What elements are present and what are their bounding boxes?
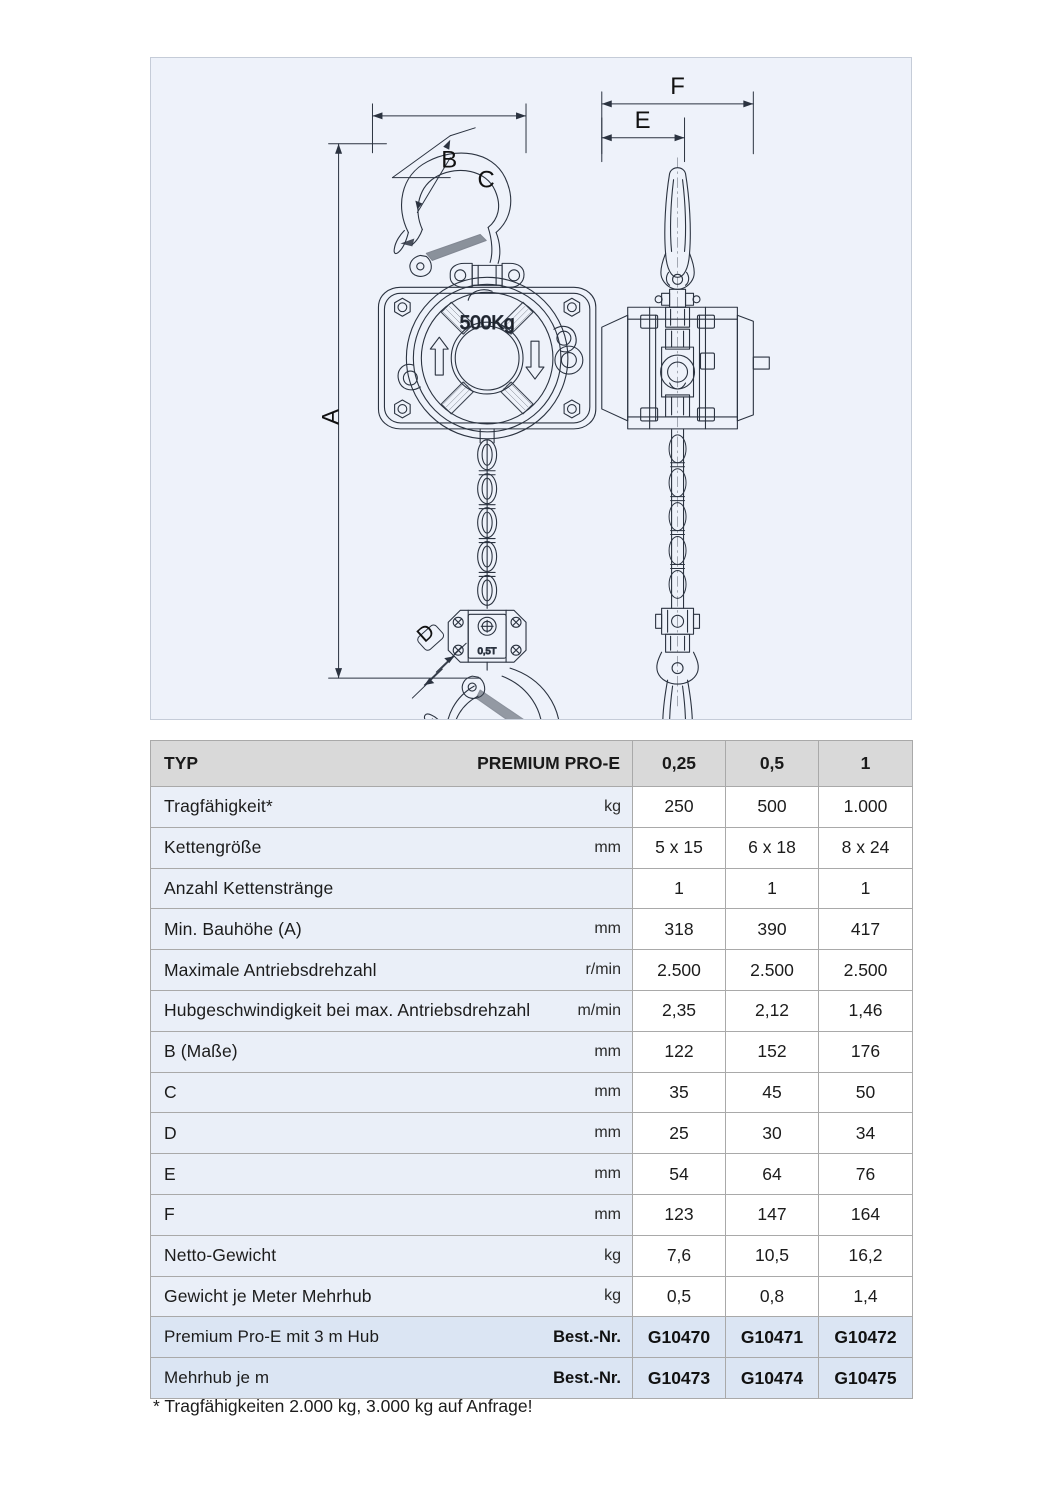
- row-label-cell: [151, 950, 633, 991]
- row-label-cell: [151, 909, 633, 950]
- row-label: Anzahl Kettenstränge: [164, 877, 334, 898]
- header-model-label: PREMIUM PRO-E: [477, 753, 620, 773]
- row-value-cell: 2.500: [726, 950, 819, 991]
- row-label: Tragfähigkeit*: [164, 796, 273, 817]
- row-label: Kettengröße: [164, 837, 262, 858]
- row-label-cell: [151, 868, 633, 909]
- load-chain: [478, 429, 497, 608]
- table-row: [151, 1235, 913, 1276]
- row-value-cell: 318: [633, 909, 726, 950]
- header-column-0: 0,25: [633, 741, 726, 787]
- dimension-label-c: C: [477, 166, 495, 194]
- table-row: [151, 1358, 913, 1399]
- row-label: E: [164, 1163, 176, 1184]
- row-value-cell: 2.500: [819, 950, 913, 991]
- row-value-cell: 25: [633, 1113, 726, 1154]
- row-label: C: [164, 1081, 177, 1102]
- dimension-label-e: E: [634, 106, 651, 134]
- header-label-cell: [151, 741, 633, 787]
- dimension-label-d: D: [412, 619, 440, 648]
- dimension-label-a: A: [317, 408, 345, 425]
- row-label-cell: [151, 1276, 633, 1317]
- row-unit: mm: [594, 1124, 621, 1142]
- row-label-cell: [151, 1031, 633, 1072]
- row-value-cell: 250: [633, 787, 726, 828]
- row-value-cell: G10473: [633, 1358, 726, 1399]
- row-unit: mm: [594, 1083, 621, 1101]
- row-unit: kg: [604, 797, 621, 815]
- table-row: [151, 1276, 913, 1317]
- table-row: [151, 1317, 913, 1358]
- row-value-cell: G10472: [819, 1317, 913, 1358]
- row-label: F: [164, 1204, 175, 1225]
- row-value-cell: 16,2: [819, 1235, 913, 1276]
- row-label-cell: [151, 1154, 633, 1195]
- row-label: D: [164, 1122, 177, 1143]
- hook-block-capacity-text: 0,5T: [477, 646, 497, 658]
- table-row: [151, 909, 913, 950]
- row-value-cell: 0,8: [726, 1276, 819, 1317]
- row-value-cell: G10474: [726, 1358, 819, 1399]
- row-value-cell: 500: [726, 787, 819, 828]
- row-value-cell: 152: [726, 1031, 819, 1072]
- row-unit: mm: [594, 1205, 621, 1223]
- footnote-text: * Tragfähigkeiten 2.000 kg, 3.000 kg auf Anfrage!: [153, 1396, 533, 1416]
- dimension-label-f: F: [670, 72, 685, 100]
- row-label-cell: [151, 990, 633, 1031]
- row-value-cell: 176: [819, 1031, 913, 1072]
- row-value-cell: 2,35: [633, 990, 726, 1031]
- row-unit: mm: [594, 1165, 621, 1183]
- row-label: Mehrhub je m: [164, 1368, 270, 1388]
- row-unit: kg: [604, 1287, 621, 1305]
- row-value-cell: G10470: [633, 1317, 726, 1358]
- row-label-cell: [151, 1113, 633, 1154]
- table-row: [151, 1031, 913, 1072]
- row-value-cell: 7,6: [633, 1235, 726, 1276]
- row-label-cell: [151, 827, 633, 868]
- dimension-f: [602, 92, 754, 154]
- row-label-cell: [151, 1317, 633, 1358]
- row-label-cell: [151, 1235, 633, 1276]
- row-value-cell: 1,46: [819, 990, 913, 1031]
- row-value-cell: 1: [819, 868, 913, 909]
- row-unit: Best.-Nr.: [553, 1327, 621, 1346]
- row-label-cell: [151, 1072, 633, 1113]
- table-row: [151, 787, 913, 828]
- specification-table: [150, 740, 913, 1399]
- row-value-cell: G10475: [819, 1358, 913, 1399]
- table-row: [151, 950, 913, 991]
- row-label: Premium Pro-E mit 3 m Hub: [164, 1327, 380, 1347]
- row-value-cell: 35: [633, 1072, 726, 1113]
- row-label: Min. Bauhöhe (A): [164, 918, 302, 939]
- header-column-1: 0,5: [726, 741, 819, 787]
- row-unit: mm: [594, 1042, 621, 1060]
- row-value-cell: 0,5: [633, 1276, 726, 1317]
- row-value-cell: 8 x 24: [819, 827, 913, 868]
- row-unit: r/min: [585, 961, 621, 979]
- row-unit: Best.-Nr.: [553, 1368, 621, 1387]
- direction-arrows: [430, 337, 544, 379]
- row-label-cell: [151, 1194, 633, 1235]
- dimension-label-b: B: [441, 146, 458, 174]
- row-value-cell: G10471: [726, 1317, 819, 1358]
- row-label: B (Maße): [164, 1041, 238, 1062]
- row-value-cell: 1: [726, 868, 819, 909]
- table-row: [151, 1113, 913, 1154]
- row-unit: mm: [594, 838, 621, 856]
- row-label-cell: [151, 1358, 633, 1399]
- row-unit: mm: [594, 920, 621, 938]
- row-value-cell: 147: [726, 1194, 819, 1235]
- row-value-cell: 45: [726, 1072, 819, 1113]
- row-value-cell: 5 x 15: [633, 827, 726, 868]
- row-label: Gewicht je Meter Mehrhub: [164, 1285, 372, 1306]
- row-unit: kg: [604, 1246, 621, 1264]
- table-row: [151, 1072, 913, 1113]
- row-value-cell: 34: [819, 1113, 913, 1154]
- row-value-cell: 123: [633, 1194, 726, 1235]
- table-row: [151, 990, 913, 1031]
- row-label: Netto-Gewicht: [164, 1245, 277, 1266]
- row-value-cell: 417: [819, 909, 913, 950]
- body-capacity-text: 500Kg: [459, 313, 515, 335]
- row-value-cell: 1.000: [819, 787, 913, 828]
- row-value-cell: 1,4: [819, 1276, 913, 1317]
- lower-hook-block: [448, 610, 526, 662]
- header-column-2: 1: [819, 741, 913, 787]
- row-value-cell: 10,5: [726, 1235, 819, 1276]
- row-value-cell: 1: [633, 868, 726, 909]
- row-label: Maximale Antriebsdrehzahl: [164, 959, 377, 980]
- table-body: [151, 787, 913, 1399]
- row-value-cell: 76: [819, 1154, 913, 1195]
- row-value-cell: 54: [633, 1154, 726, 1195]
- row-value-cell: 6 x 18: [726, 827, 819, 868]
- top-hook: [394, 153, 524, 287]
- row-value-cell: 2.500: [633, 950, 726, 991]
- row-value-cell: 2,12: [726, 990, 819, 1031]
- row-value-cell: 164: [819, 1194, 913, 1235]
- row-value-cell: 122: [633, 1031, 726, 1072]
- table-row: [151, 868, 913, 909]
- table-header-row: [151, 741, 913, 787]
- row-value-cell: 390: [726, 909, 819, 950]
- table-row: [151, 1194, 913, 1235]
- row-value-cell: 64: [726, 1154, 819, 1195]
- technical-drawing-panel: [150, 57, 912, 720]
- header-typ-label: TYP: [164, 753, 199, 773]
- row-label-cell: [151, 787, 633, 828]
- row-label: Hubgeschwindigkeit bei max. Antriebsdrehzahl: [164, 1000, 531, 1021]
- hoist-technical-drawing: [151, 58, 911, 719]
- bottom-hook: [425, 662, 561, 719]
- row-value-cell: 30: [726, 1113, 819, 1154]
- table-row: [151, 1154, 913, 1195]
- table-row: [151, 827, 913, 868]
- row-unit: m/min: [577, 1001, 621, 1019]
- row-value-cell: 50: [819, 1072, 913, 1113]
- hoist-body: [378, 277, 595, 439]
